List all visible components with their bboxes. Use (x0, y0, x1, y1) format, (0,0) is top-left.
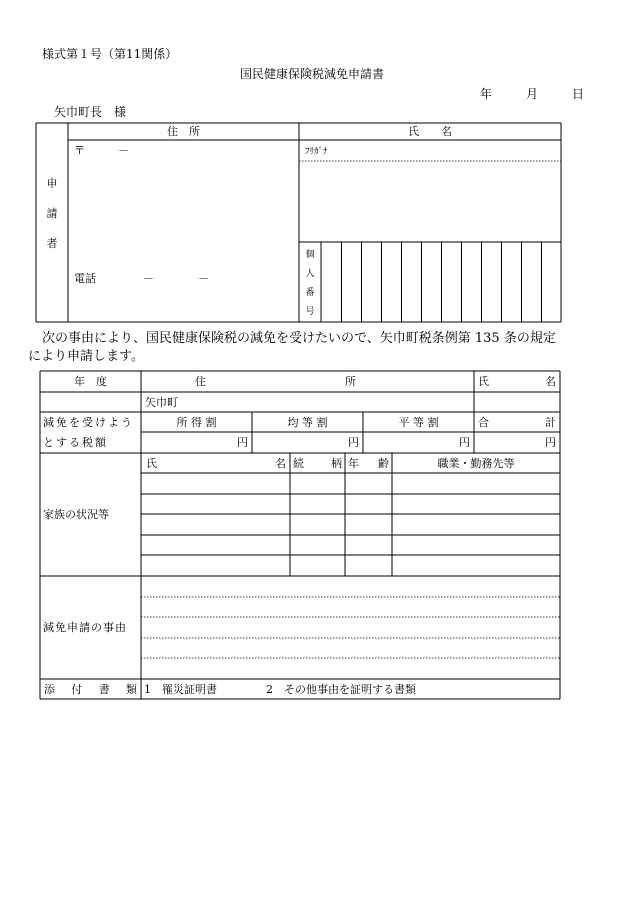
family-age-header (348, 453, 389, 473)
mynumber-char: 人 (305, 269, 315, 279)
household-levy-header: 平 等 割 (398, 415, 439, 429)
year-header: 年 度 (74, 375, 107, 388)
family-name-header-char: 氏 (146, 456, 157, 470)
date-month[interactable]: 月 (526, 87, 539, 101)
income-levy-header: 所 得 割 (176, 415, 217, 429)
name-field-main[interactable] (476, 394, 558, 410)
statement-line-2: により申請します。 (28, 349, 144, 364)
family-age-header-char: 齢 (378, 456, 389, 470)
reason-label: 減免申請の事由 (43, 621, 127, 634)
applicant-label-char: 請 (46, 207, 58, 220)
reason-field[interactable] (143, 578, 558, 677)
reduction-label-line1: 減免を受けよう (43, 415, 134, 429)
total-amount[interactable] (474, 432, 556, 453)
reduction-label-line2: とする税額 (43, 436, 108, 449)
reduction-label (43, 432, 108, 453)
statement-line-1: 次の事由により、国民健康保険税の減免を受けたいので、矢巾町税条例第 135 条の規定 (42, 331, 556, 346)
mynumber-char: 番 (305, 288, 315, 298)
attachment-label-char: 付 (71, 682, 83, 696)
furigana-label: ﾌﾘｶﾞﾅ (305, 147, 328, 157)
form-number: 様式第１号（第11関係） (42, 47, 178, 61)
applicant-address-header: 住 所 (167, 125, 200, 138)
phone-dash: － (198, 272, 209, 285)
name-header-char: 氏 (478, 375, 489, 388)
mynumber-char: 号 (305, 307, 315, 317)
family-age-header-char: 年 (348, 456, 359, 470)
attachment-label (44, 679, 137, 699)
yen-unit: 円 (545, 436, 556, 449)
postal-code-field[interactable]: 〒 － (74, 144, 129, 157)
yen-unit: 円 (237, 436, 248, 449)
date-year[interactable]: 年 (480, 87, 493, 101)
attachment-label-char: 添 (44, 682, 55, 696)
family-name-header (146, 453, 286, 473)
total-header (478, 412, 556, 432)
applicant-label-char: 申 (46, 177, 58, 190)
name-header (478, 371, 556, 392)
family-label: 家族の状況等 (43, 508, 109, 521)
mynumber-char: 個 (305, 250, 315, 260)
yen-unit: 円 (348, 436, 359, 449)
attachment-item-1: 1 罹災証明書 (144, 682, 217, 696)
total-header-char: 合 (478, 415, 489, 429)
address-field[interactable] (145, 392, 470, 412)
addressee: 矢巾町長 様 (54, 105, 127, 119)
date-day[interactable]: 日 (572, 87, 585, 101)
address-prefill: 矢巾町 (145, 395, 178, 409)
year-field[interactable] (42, 394, 139, 410)
total-header-char: 計 (545, 415, 556, 429)
family-relation-header-char: 柄 (331, 456, 342, 470)
family-relation-header-char: 続 (293, 456, 304, 470)
family-occupation-header: 職業・勤務先等 (437, 456, 515, 470)
attachment-label-char: 書 (98, 682, 110, 696)
attachment-label-char: 類 (125, 682, 137, 696)
equal-levy-header: 均 等 割 (287, 415, 328, 429)
form-title: 国民健康保険税減免申請書 (240, 67, 385, 81)
family-relation-header (293, 453, 342, 473)
equal-levy-amount[interactable] (252, 432, 359, 453)
income-levy-amount[interactable] (141, 432, 248, 453)
address-header (141, 371, 474, 392)
address-header-text: 住 所 (195, 375, 420, 388)
household-levy-amount[interactable] (363, 432, 470, 453)
name-header-char: 名 (545, 375, 556, 388)
reduction-label (43, 412, 134, 432)
yen-unit: 円 (459, 436, 470, 449)
attachment-item-2: 2 その他事由を証明する書類 (266, 682, 416, 696)
family-name-header-char: 名 (275, 456, 286, 470)
phone-label: 電話 (74, 272, 96, 285)
applicant-label-char: 者 (46, 237, 58, 250)
phone-dash: － (143, 272, 154, 285)
applicant-name-header: 氏 名 (408, 125, 452, 138)
